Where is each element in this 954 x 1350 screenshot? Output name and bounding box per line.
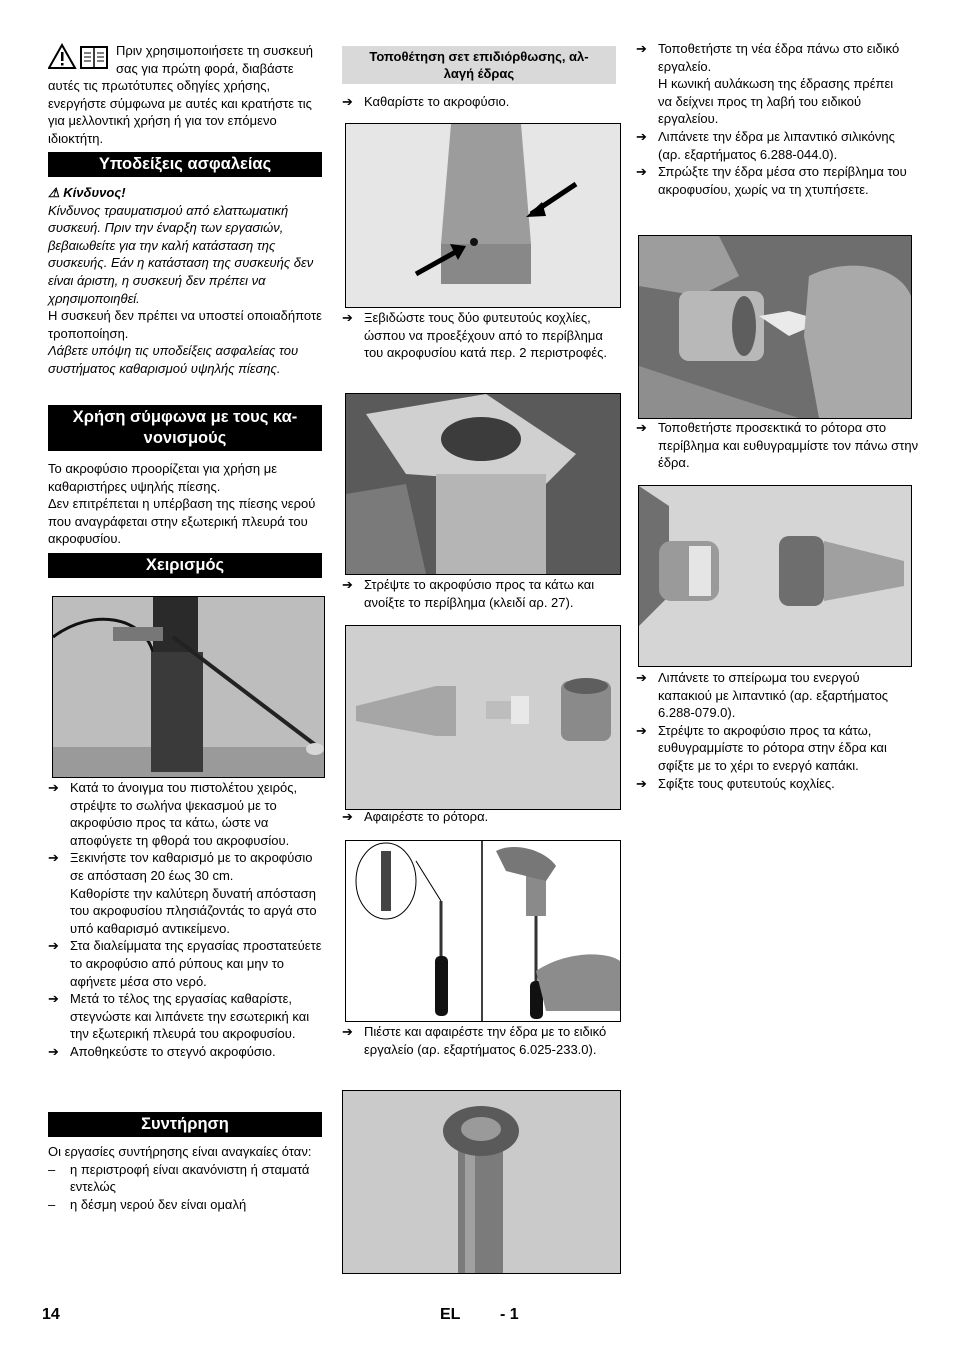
arrow-right-icon: ➔ (342, 809, 353, 824)
danger-icon: ⚠ (48, 185, 60, 200)
danger-label: Κίνδυνος! (63, 185, 126, 200)
arrow-right-icon: ➔ (636, 41, 647, 56)
assembly-step-7: ➔ Σφίξτε τους φυτευτούς κοχλίες. (636, 775, 835, 791)
assembly-step-1: ➔ Τοποθετήστε τη νέα έδρα πάνω στο ειδικό εργαλείο. (636, 41, 900, 74)
intro-text: Πριν χρησιμοποιήσετε τη συσκευή σας για πρώτη φορά, διαβάστε αυτές τις πρωτότυπες οδηγίες χρήσης, ενεργήστε σύμφωνα με αυτές και κρατήστε τις για μελλοντική χρήση ή για τον επόμενο ιδιοκτήτη. (48, 43, 313, 146)
usage-heading-line2: νονισμούς (143, 429, 227, 447)
repair-step-1: ➔ Καθαρίστε το ακροφύσιο. (342, 94, 510, 109)
assembly-steps-bottom (636, 669, 908, 792)
assembly-step-6: ➔ Στρέψτε το ακροφύσιο προς τα κάτω, ευθυγραμμίστε το ρότορα στην έδρα και σφίξτε με το χέρι το ενεργό καπάκι. (636, 722, 887, 773)
maintenance-heading: Συντήρηση (48, 1112, 322, 1137)
safety-block (48, 184, 322, 378)
arrow-right-icon: ➔ (342, 310, 353, 325)
handling-steps (48, 779, 322, 1061)
maintenance-item-1: – η περιστροφή είναι ακανόνιστη ή σταματά εντελώς (48, 1161, 310, 1195)
arrow-right-icon: ➔ (342, 1024, 353, 1039)
language-code: EL (440, 1306, 461, 1323)
photo-nozzle-disassembled (345, 625, 621, 810)
safety-text-system: Λάβετε υπόψη τις υποδείξεις ασφαλείας του συστήματος καθαρισμού υψηλής πίεσης. (48, 343, 299, 376)
safety-text-modification: Η συσκευή δεν πρέπει να υποστεί οποιαδήποτε τροποποίηση. (48, 308, 322, 341)
photo-rotor-and-housing (638, 485, 912, 667)
danger-text: Κίνδυνος τραυματισμού από ελαττωματική συσκευή. Πριν την έναρξη των εργασιών, βεβαιωθείτε για την καλή κατάσταση της συσκευής. Εάν η κατάσταση της συσκευής δεν είναι άριστη, η συσκευή δεν πρέπει να χρησιμοποιηθεί. (48, 202, 314, 306)
usage-heading-line1: Χρήση σύμφωνα με τους κα- (72, 408, 298, 426)
handling-step-5: ➔ Αποθηκεύστε το στεγνό ακροφύσιο. (48, 1043, 276, 1059)
arrow-right-icon: ➔ (636, 775, 647, 791)
arrow-right-icon: ➔ (636, 420, 647, 435)
arrow-right-icon: ➔ (636, 722, 647, 738)
usage-block (48, 460, 322, 548)
repair-step-3: ➔ Στρέψτε το ακροφύσιο προς τα κάτω και ανοίξτε το περίβλημα (κλειδί αρ. 27). (342, 577, 595, 610)
arrow-right-icon: ➔ (48, 938, 59, 954)
assembly-step-3: ➔ Σπρώξτε την έδρα μέσα στο περίβλημα του ακροφυσίου, χωρίς να τη χτυπήσετε. (636, 164, 907, 197)
maintenance-block (48, 1143, 322, 1213)
handling-heading: Χειρισμός (48, 553, 322, 578)
page-suffix: - 1 (500, 1306, 519, 1323)
handling-step-2-extra: Καθορίστε την καλύτερη δυνατή απόσταση του ακροφυσίου πλησιάζοντάς το αργά στο υπό καθαρισμό αντικείμενο. (70, 885, 317, 936)
usage-text2: Δεν επιτρέπεται η υπέρβαση της πίεσης νερού που αναγράφεται στην εξωτερική πλευρά του ακροφυσίου. (48, 496, 316, 547)
repair-step-2: ➔ Ξεβιδώστε τους δύο φυτευτούς κοχλίες, ώσπου να προεξέχουν από το περίβλημα του ακροφυσίου κατά περ. 2 περιστροφές. (342, 310, 608, 361)
usage-heading (48, 405, 322, 451)
handling-step-2: ➔ Ξεκινήστε τον καθαρισμό με το ακροφύσιο σε απόσταση 20 έως 30 cm. (48, 850, 313, 883)
photo-inserting-seat (638, 235, 912, 419)
maintenance-text: Οι εργασίες συντήρησης είναι αναγκαίες όταν: (48, 1144, 312, 1159)
arrow-right-icon: ➔ (48, 780, 59, 795)
photo-person-with-spray-lance (52, 596, 325, 778)
assembly-step-5: ➔ Λιπάνετε το σπείρωμα του ενεργού καπακιού με λιπαντικό (αρ. εξαρτήματος 6.288-079.0). (636, 670, 889, 721)
photo-nozzle-grub-screws (345, 123, 621, 308)
page-number: 14 (42, 1306, 60, 1323)
arrow-right-icon: ➔ (48, 1043, 59, 1059)
handling-step-1: ➔ Κατά το άνοιγμα του πιστολέτου χειρός, στρέψτε το σωλήνα ψεκασμού με το ακροφύσιο προς τα κάτω, ώστε να αποφύγετε τη φθορά του ακροφυσίου. (48, 780, 298, 848)
repair-heading: Τοποθέτηση σετ επιδιόρθωσης, αλ- λαγή έδρας (342, 46, 616, 84)
handling-step-3: ➔ Στα διαλείμματα της εργασίας προστατεύετε το ακροφύσιο από ρύπους και μην το αφήνετε μέσα στο νερό. (48, 938, 322, 989)
assembly-step-1-extra: Η κωνική αυλάκωση της έδρασης πρέπει να δείχνει προς τη λαβή του ειδικού εργαλείου. (658, 76, 894, 127)
arrow-right-icon: ➔ (636, 164, 647, 180)
warning-manual-icon (48, 43, 112, 71)
arrow-right-icon: ➔ (342, 94, 353, 109)
usage-text1: Το ακροφύσιο προορίζεται για χρήση με καθαριστήρες υψηλής πίεσης. (48, 461, 278, 494)
arrow-right-icon: ➔ (48, 850, 59, 866)
arrow-right-icon: ➔ (342, 577, 353, 592)
repair-step-4: ➔ Αφαιρέστε το ρότορα. (342, 809, 489, 824)
arrow-right-icon: ➔ (48, 991, 59, 1007)
repair-step-5: ➔ Πιέστε και αφαιρέστε την έδρα με το ειδικό εργαλείο (αρ. εξαρτήματος 6.025-233.0). (342, 1024, 607, 1057)
arrow-right-icon: ➔ (636, 670, 647, 685)
handling-step-4: ➔ Μετά το τέλος της εργασίας καθαρίστε, στεγνώστε και λιπάνετε την εσωτερική και την εξωτερική πλευρά του ακροφυσίου. (48, 991, 310, 1042)
assembly-step-4: ➔ Τοποθετήστε προσεκτικά το ρότορα στο περίβλημα και ευθυγραμμίστε τον πάνω στην έδρα. (636, 420, 919, 471)
photo-seat-removal-closeup (342, 1090, 621, 1274)
intro-block (48, 42, 322, 148)
photo-special-tool (345, 840, 621, 1022)
photo-wrench-opening-housing (345, 393, 621, 575)
assembly-step-2: ➔ Λιπάνετε την έδρα με λιπαντικό σιλικόνης (αρ. εξαρτήματος 6.288-044.0). (636, 128, 895, 162)
arrow-right-icon: ➔ (636, 128, 647, 144)
safety-heading: Υποδείξεις ασφαλείας (48, 152, 322, 177)
assembly-steps-top (636, 40, 908, 198)
maintenance-item-2: – η δέσμη νερού δεν είναι ομαλή (48, 1196, 247, 1212)
